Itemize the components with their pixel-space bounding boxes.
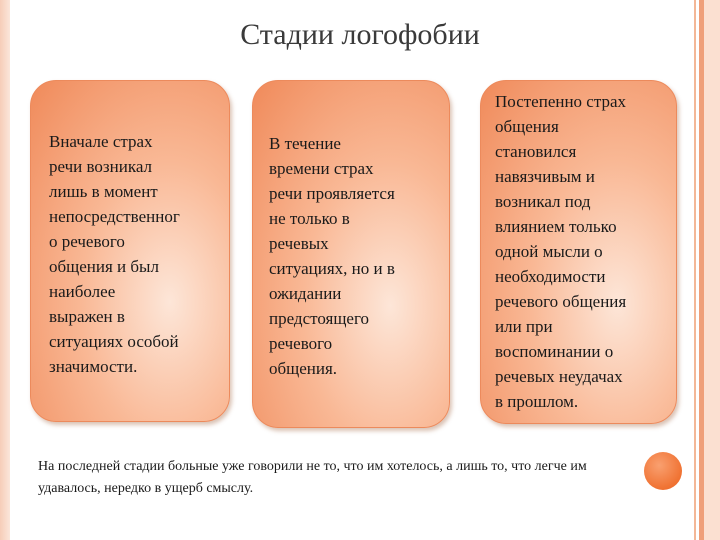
footer-note: На последней стадии больные уже говорили не то, что им хотелось, а лишь то, что легче им удавалось, нередко в ущерб смыслу. <box>38 459 587 496</box>
orange-circle-icon <box>644 452 682 490</box>
slide-title: Стадии логофобии <box>240 18 480 51</box>
stage-card-3-text: Постепенно страх общения становился навязчивым и возникал под влиянием только одной мысли о необходимости речевого общения или при воспоминании о речевых неудачах в прошлом. <box>495 92 627 411</box>
stage-card-1-text: Вначале страх речи возникал лишь в момент непосредственног о речевого общения и был наиболее выражен в ситуациях особой значимости. <box>49 132 180 376</box>
stage-card-1 <box>30 80 230 422</box>
right-border-decoration <box>690 0 720 540</box>
left-border-decoration <box>0 0 10 540</box>
stage-card-2 <box>252 80 450 428</box>
stage-card-2-text: В течение времени страх речи проявляется не только в речевых ситуациях, но и в ожидании предстоящего речевого общения. <box>269 134 395 378</box>
stage-card-3 <box>480 80 677 424</box>
